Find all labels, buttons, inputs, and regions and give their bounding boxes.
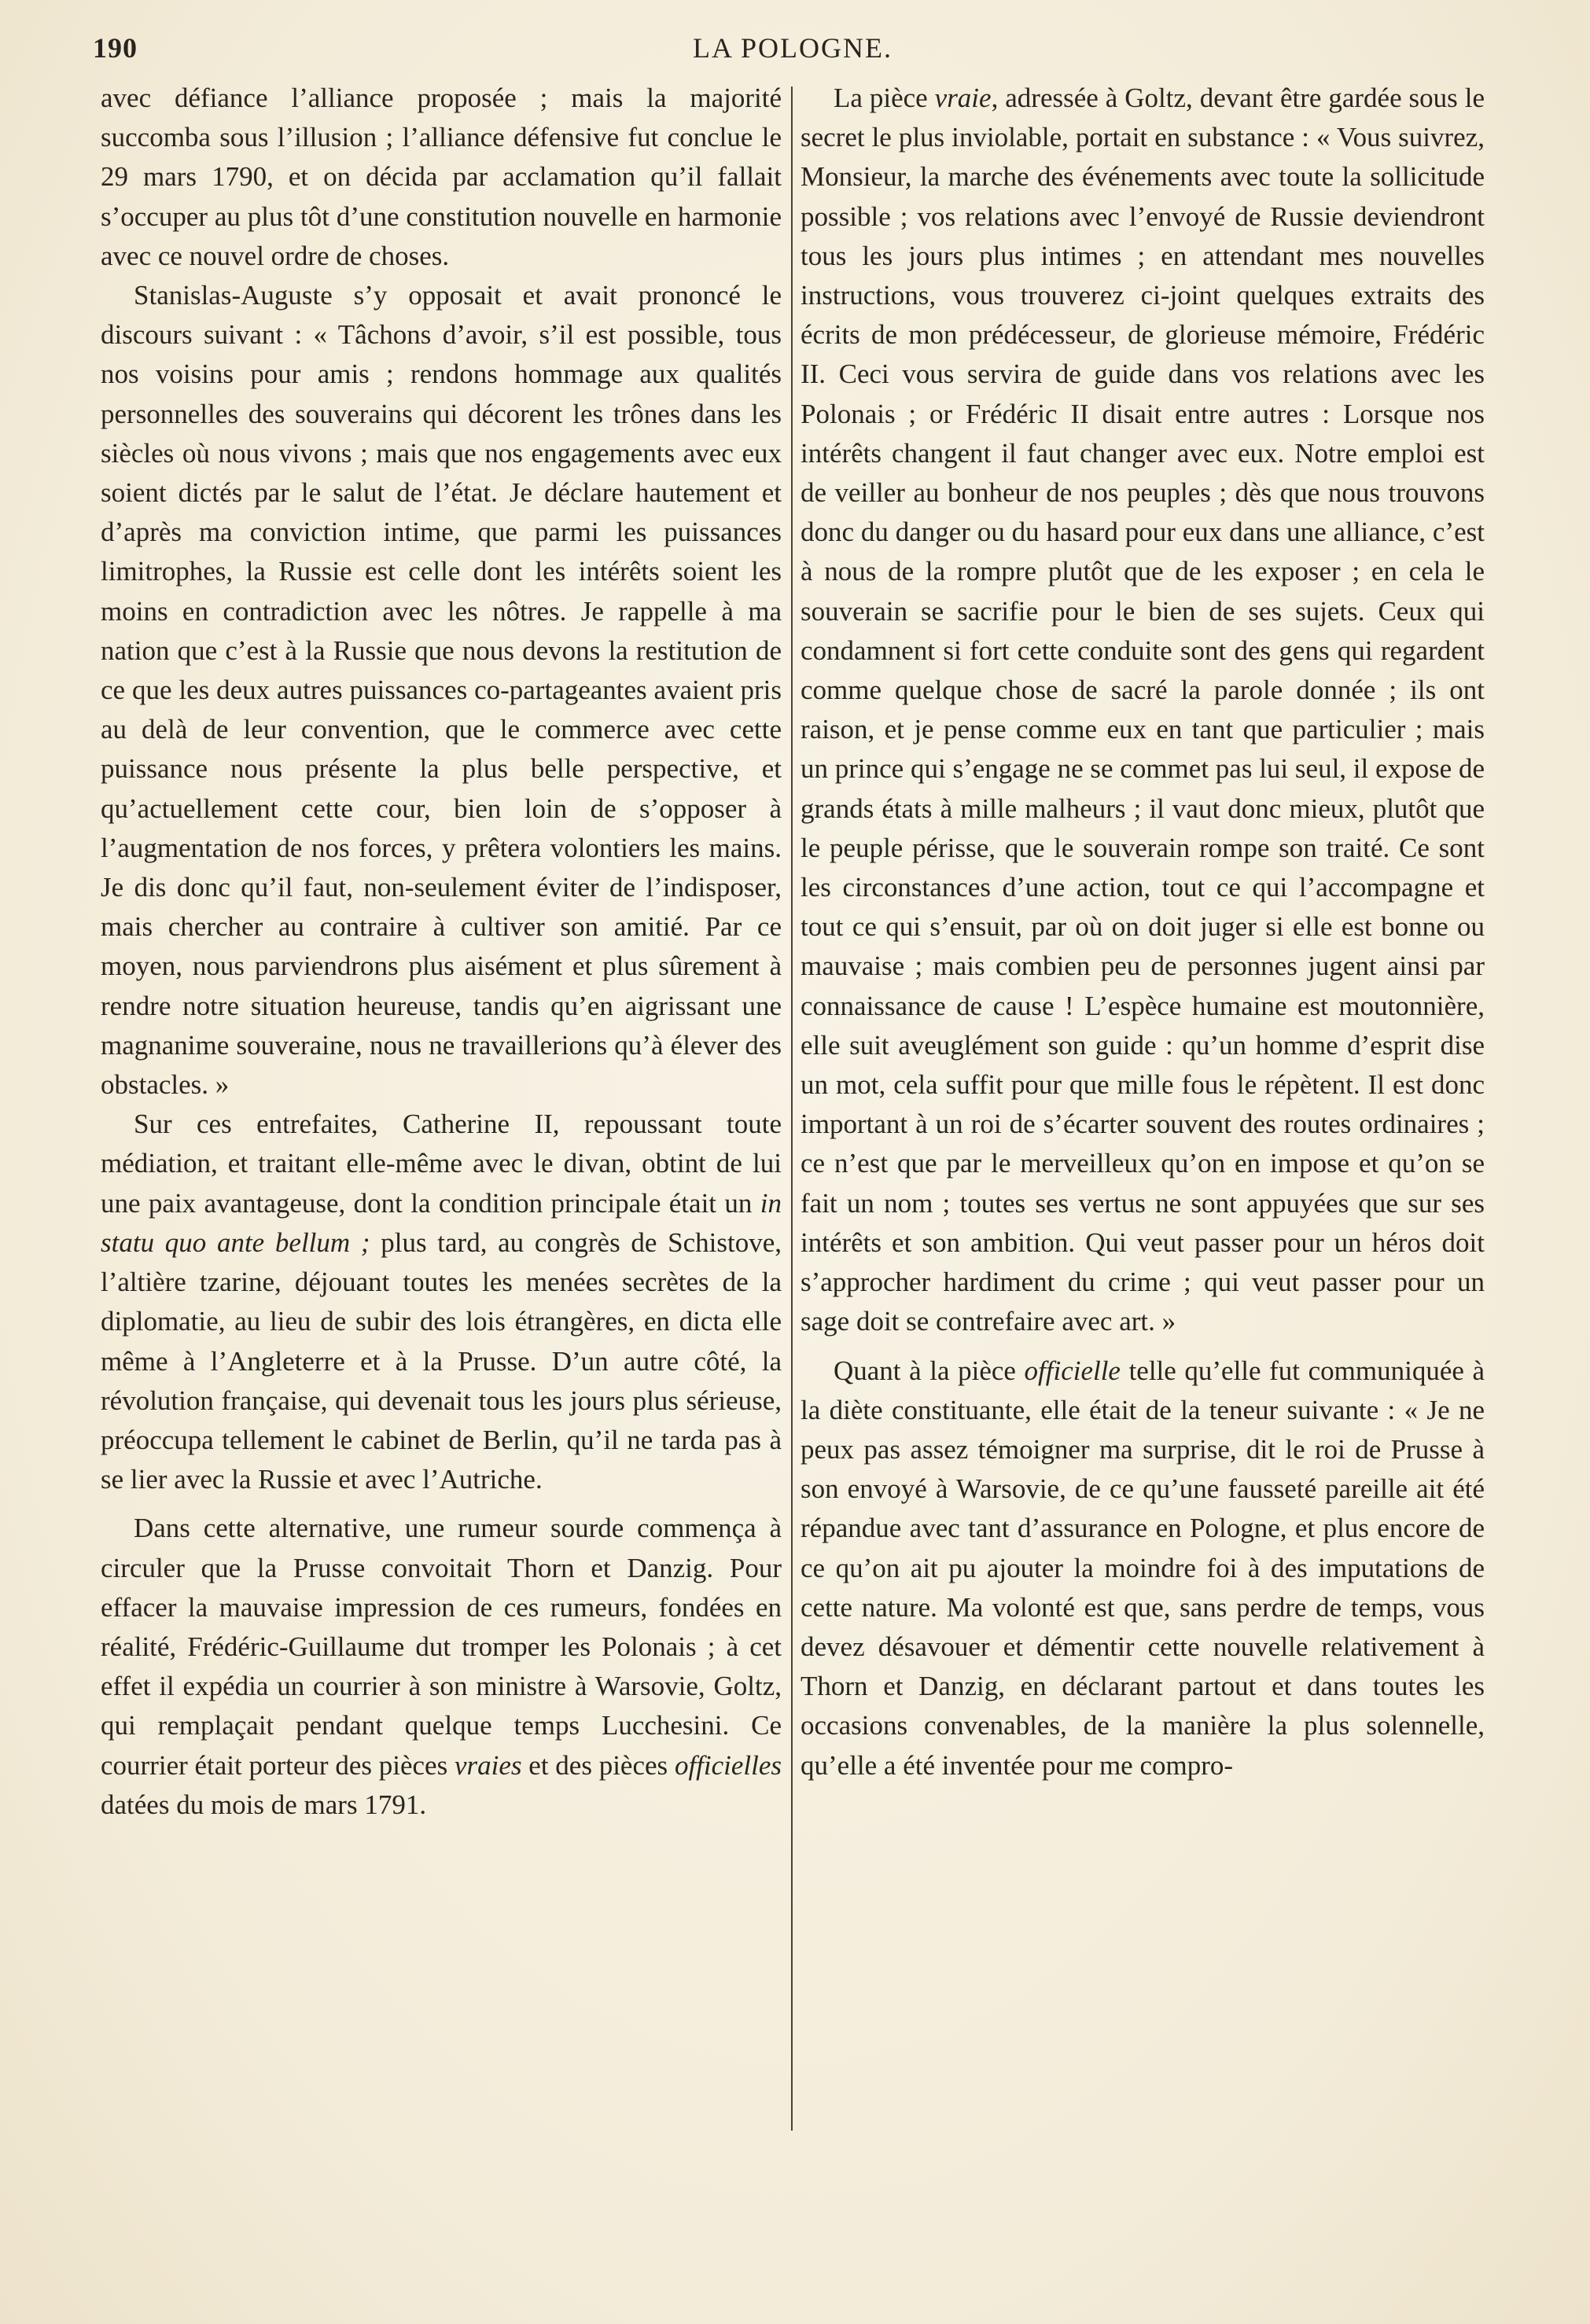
paragraph-text: La pièce (834, 83, 928, 113)
paragraph (801, 79, 1485, 1342)
paragraph-text: telle qu’elle fut communiquée à la diète constituante, elle était de la teneur suivante : « Je ne peux pas assez témoigner ma surprise, dit le roi de Prusse à son envoyé à Warsovie, de ce qu’une fausseté pareille ait été répandue avec tant d’assurance en Pologne, et plus encore de ce qu’on ait pu ajouter la moindre foi à des imputations de cette nature. Ma volonté est que, sans perdre de temps, vous devez désavouer et démentir cette nouvelle relativement à Thorn et Danzig, en déclarant partout et dans toutes les occasions convenables, de la manière la plus solennelle, qu’elle a été inventée pour me compro- (801, 1355, 1485, 1781)
paragraph-text: Quant à la pièce (834, 1355, 1016, 1386)
italic-phrase: officielles (674, 1749, 782, 1781)
paragraph-text: et des pièces (528, 1749, 668, 1781)
paragraph (101, 79, 782, 276)
page-header (93, 25, 1492, 72)
paragraph-text: avec défiance l’alliance proposée ; mais la majorité succomba sous l’illusion ; l’alliance défensive fut conclue le 29 mars 1790, et on décida par acclamation qu’il fallait s’occuper au plus tôt d’une constitution nouvelle en harmonie avec ce nouvel ordre de choses. (101, 83, 782, 271)
italic-phrase: in statu quo ante bellum ; (101, 1187, 782, 1258)
paragraph (801, 1351, 1485, 1785)
right-column (801, 79, 1485, 2138)
italic-phrase: officielle (1024, 1355, 1121, 1386)
paragraph-text: Sur ces entrefaites, Catherine II, repoussant toute médiation, et traitant elle-même avec le divan, obtint de lui une paix avantageuse, dont la condition principale était un (101, 1109, 782, 1219)
column-divider (791, 86, 793, 2131)
paragraph-text: Dans cette alternative, une rumeur sourde commença à circuler que la Prusse convoitait Thorn et Danzig. Pour effacer la mauvaise impression de ces rumeurs, fondées en réalité, Frédéric-Guillaume dut tromper les Polonais ; à cet effet il expédia un courrier à son ministre à Warsovie, Goltz, qui remplaçait pendant quelque temps Lucchesini. Ce courrier était porteur des pièces (101, 1513, 782, 1781)
page-number: 190 (93, 32, 138, 64)
paragraph (101, 276, 782, 1105)
paragraph-text: plus tard, au congrès de Schistove, l’altière tzarine, déjouant toutes les menées secrètes de la diplomatie, au lieu de subir des lois étrangères, en dicta elle même à l’Angleterre et à la Prusse. D’un autre côté, la révolution française, qui devenait tous les jours plus sérieuse, préoccupa tellement le cabinet de Berlin, qu’il ne tarda pas à se lier avec la Russie et avec l’Autriche. (101, 1226, 782, 1495)
italic-phrase: vraies (454, 1749, 522, 1781)
running-title: LA POLOGNE. (693, 32, 893, 64)
left-column (101, 79, 782, 2138)
paragraph (101, 1105, 782, 1499)
paragraph-text: Stanislas-Auguste s’y opposait et avait prononcé le discours suivant : « Tâchons d’avoir, s’il est possible, tous nos voisins pour amis ; rendons hommage aux qualités personnelles des souverains qui décorent les trônes dans les siècles où nous vivons ; mais que nos engagements avec eux soient dictés par le salut de l’état. Je déclare hautement et d’après ma conviction intime, que parmi les puissances limitrophes, la Russie est celle dont les intérêts soient les moins en contradiction avec les nôtres. Je rappelle à ma nation que c’est à la Russie que nous devons la restitution de ce que les deux autres puissances co-partageantes avaient pris au delà de leur convention, que le commerce avec cette puissance nous présente la plus belle perspective, et qu’actuellement cette cour, bien loin de s’opposer à l’augmentation de nos forces, y prêtera volontiers les mains. Je dis donc qu’il faut, non-seulement éviter de l’indisposer, mais chercher au contraire à cultiver son amitié. Par ce moyen, nous parviendrons plus aisément et plus sûrement à rendre notre situation heureuse, tandis qu’en aigrissant une magnanime souveraine, nous ne travaillerions qu’à élever des obstacles. » (101, 280, 782, 1101)
italic-phrase: vraie (934, 83, 992, 113)
paragraph-text: , adressée à Goltz, devant être gardée sous le secret le plus inviolable, portait en substance : « Vous suivrez, Monsieur, la marche des événements avec toute la sollicitude possible ; vos relations avec l’envoyé de Russie deviendront tous les jours plus intimes ; en attendant mes nouvelles instructions, vous trouverez ci-joint quelques extraits des écrits de mon prédécesseur, de glorieuse mémoire, Frédéric II. Ceci vous servira de guide dans vos relations avec les Polonais ; or Frédéric II disait entre autres : Lorsque nos intérêts changent il faut changer avec eux. Notre emploi est de veiller au bonheur de nos peuples ; dès que nous trouvons donc du danger ou du hasard pour eux dans une alliance, c’est à nous de la rompre plutôt que de les exposer ; en cela le souverain se sacrifie pour le bien de ses sujets. Ceux qui condamnent si fort cette conduite sont des gens qui regardent comme quelque chose de sacré la parole donnée ; ils ont raison, et je pense comme eux en tant que particulier ; mais un prince qui s’engage ne se commet pas lui seul, il expose de grands états à mille malheurs ; il vaut donc mieux, plutôt que le peuple périsse, que le souverain rompe son traité. Ce sont les circonstances d’une action, tout ce qui l’accompagne et tout ce qui s’ensuit, par où on doit juger si elle est bonne ou mauvaise ; mais combien peu de personnes jugent ainsi par connaissance de cause ! L’espèce humaine est moutonnière, elle suit aveuglément son guide : qu’un homme d’esprit dise un mot, cela suffit pour que mille fous le répètent. Il est donc important à un roi de s’écarter souvent des routes ordinaires ; ce n’est que par le merveilleux qu’on en impose et qu’on se fait un nom ; toutes ses vertus ne sont appuyées que sur ses intérêts et son ambition. Qui veut passer pour un héros doit s’approcher hardiment du crime ; qui veut passer pour un sage doit se contrefaire avec art. » (801, 83, 1485, 1337)
paragraph (101, 1509, 782, 1825)
paragraph-text: datées du mois de mars 1791. (101, 1789, 427, 1820)
